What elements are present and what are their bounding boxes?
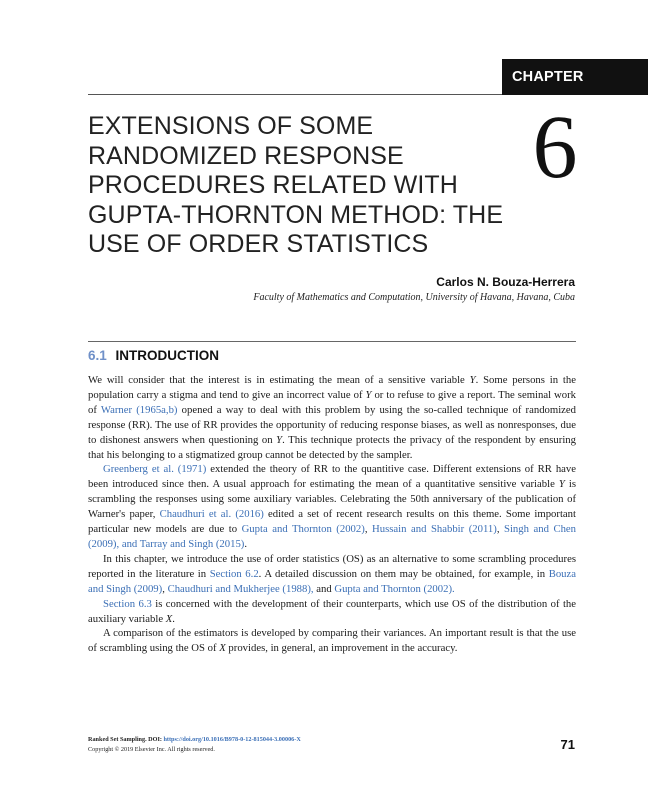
math-variable: X: [219, 642, 226, 655]
text-run: . This technique protects the privacy of the respondent by ensuring that his belonging to a stigmatized group cannot be detected by the sampler.: [88, 433, 576, 461]
section-divider: [88, 341, 576, 342]
text-run: and: [313, 582, 335, 595]
footer-citation: [88, 735, 301, 754]
text-run: is concerned with the development of their counterparts, which use OS of the distribution of the auxiliary variable: [88, 597, 576, 625]
citation-link[interactable]: Gupta and Thornton (2002).: [334, 582, 455, 595]
text-run: We will consider that the interest is in estimating the mean of a sensitive variable: [88, 374, 470, 386]
citation-link[interactable]: Singh and Chen (2009), and Tarray and Singh (2015): [88, 523, 577, 550]
section-title: INTRODUCTION: [115, 348, 220, 363]
text-run: or to refuse to give a report. The seminal work of: [88, 388, 576, 416]
chapter-title-line: USE OF ORDER STATISTICS: [88, 230, 429, 258]
top-divider: [88, 94, 502, 95]
text-run: .: [172, 612, 175, 625]
section-number: 6.1: [88, 348, 107, 363]
citation-link[interactable]: Hussain and Shabbir (2011): [372, 523, 497, 536]
book-title: Ranked Set Sampling.: [88, 736, 147, 743]
chapter-title-line: EXTENSIONS OF SOME: [88, 112, 374, 140]
chapter-title-line: GUPTA-THORNTON METHOD: THE: [88, 200, 504, 229]
text-run: .: [244, 537, 248, 550]
citation-link[interactable]: Greenberg et al. (1971): [103, 463, 207, 476]
cross-reference-link[interactable]: Section 6.2: [209, 567, 259, 580]
text-run: In this chapter, we introduce the use of order statistics (OS) as an alternative to some scrambling procedures reported in the literature in: [88, 552, 576, 580]
paragraph: [88, 626, 576, 656]
footer-doi-line: [88, 735, 301, 745]
text-run: is scrambling the responses using some auxiliary variables. Celebrating the 50th anniversary of the publication of Warner's paper,: [88, 478, 576, 521]
text-run: ,: [496, 523, 505, 536]
chapter-number: 6: [532, 98, 578, 197]
copyright-notice: Copyright © 2019 Elsevier Inc. All rights reserved.: [88, 745, 215, 753]
doi-label: DOI:: [146, 736, 164, 743]
chapter-label: CHAPTER: [512, 69, 584, 85]
paragraph: [88, 597, 576, 627]
text-run: ,: [162, 582, 168, 595]
citation-link[interactable]: Gupta and Thornton (2002): [241, 523, 365, 536]
section-heading: [88, 348, 219, 363]
citation-link[interactable]: Chaudhuri and Mukherjee (1988),: [167, 582, 314, 595]
chapter-label-tab: [502, 59, 648, 95]
chapter-title: [88, 112, 508, 260]
doi-link[interactable]: https://doi.org/10.1016/B978-0-12-815044-3.00006-X: [163, 736, 301, 743]
citation-link[interactable]: Warner (1965a,b): [100, 403, 178, 416]
citation-link[interactable]: Bouza and Singh (2009): [88, 567, 576, 595]
author-affiliation: Faculty of Mathematics and Computation, University of Havana, Havana, Cuba: [253, 292, 575, 303]
text-run: . Some persons in the population carry a stigma and tend to give an incorrect value of: [88, 374, 576, 401]
paragraph: [88, 552, 576, 597]
math-variable: Y: [276, 433, 283, 446]
text-run: . A detailed discussion on them may be obtained, for example, in: [258, 567, 549, 580]
text-run: A comparison of the estimators is developed by comparing their variances. An important result is that the use of scrambling using the OS of: [88, 627, 576, 655]
text-run: extended the theory of RR to the quantitive case. Different extensions of RR have been introduced since then. A usual approach for estimating the mean of a quantitative sensitive variable: [88, 463, 576, 491]
chapter-title-line: PROCEDURES RELATED WITH: [88, 171, 458, 199]
text-run: edited a set of recent research results on this theme. Some important particular new models are due to: [88, 508, 576, 536]
paragraph: [88, 373, 576, 462]
citation-link[interactable]: Chaudhuri et al. (2016): [159, 508, 264, 521]
text-run: opened a way to deal with this problem by using the so-called technique of randomized response (RR). The use of RR provides the opportunity of reducing response biases, as well as nonresponses, due to dishonest answers when questioning on: [88, 403, 576, 446]
math-variable: Y: [558, 478, 565, 491]
math-variable: Y: [365, 388, 372, 401]
math-variable: X: [165, 612, 173, 625]
text-run: provides, in general, an improvement in the accuracy.: [225, 642, 458, 655]
math-variable: Y: [469, 374, 476, 386]
page-number: 71: [560, 737, 575, 752]
text-run: ,: [364, 523, 373, 536]
body-text: [88, 373, 576, 656]
cross-reference-link[interactable]: Section 6.3: [103, 597, 152, 610]
author-name: Carlos N. Bouza-Herrera: [436, 275, 575, 289]
chapter-title-line: RANDOMIZED RESPONSE: [88, 141, 404, 170]
paragraph: [88, 462, 576, 551]
